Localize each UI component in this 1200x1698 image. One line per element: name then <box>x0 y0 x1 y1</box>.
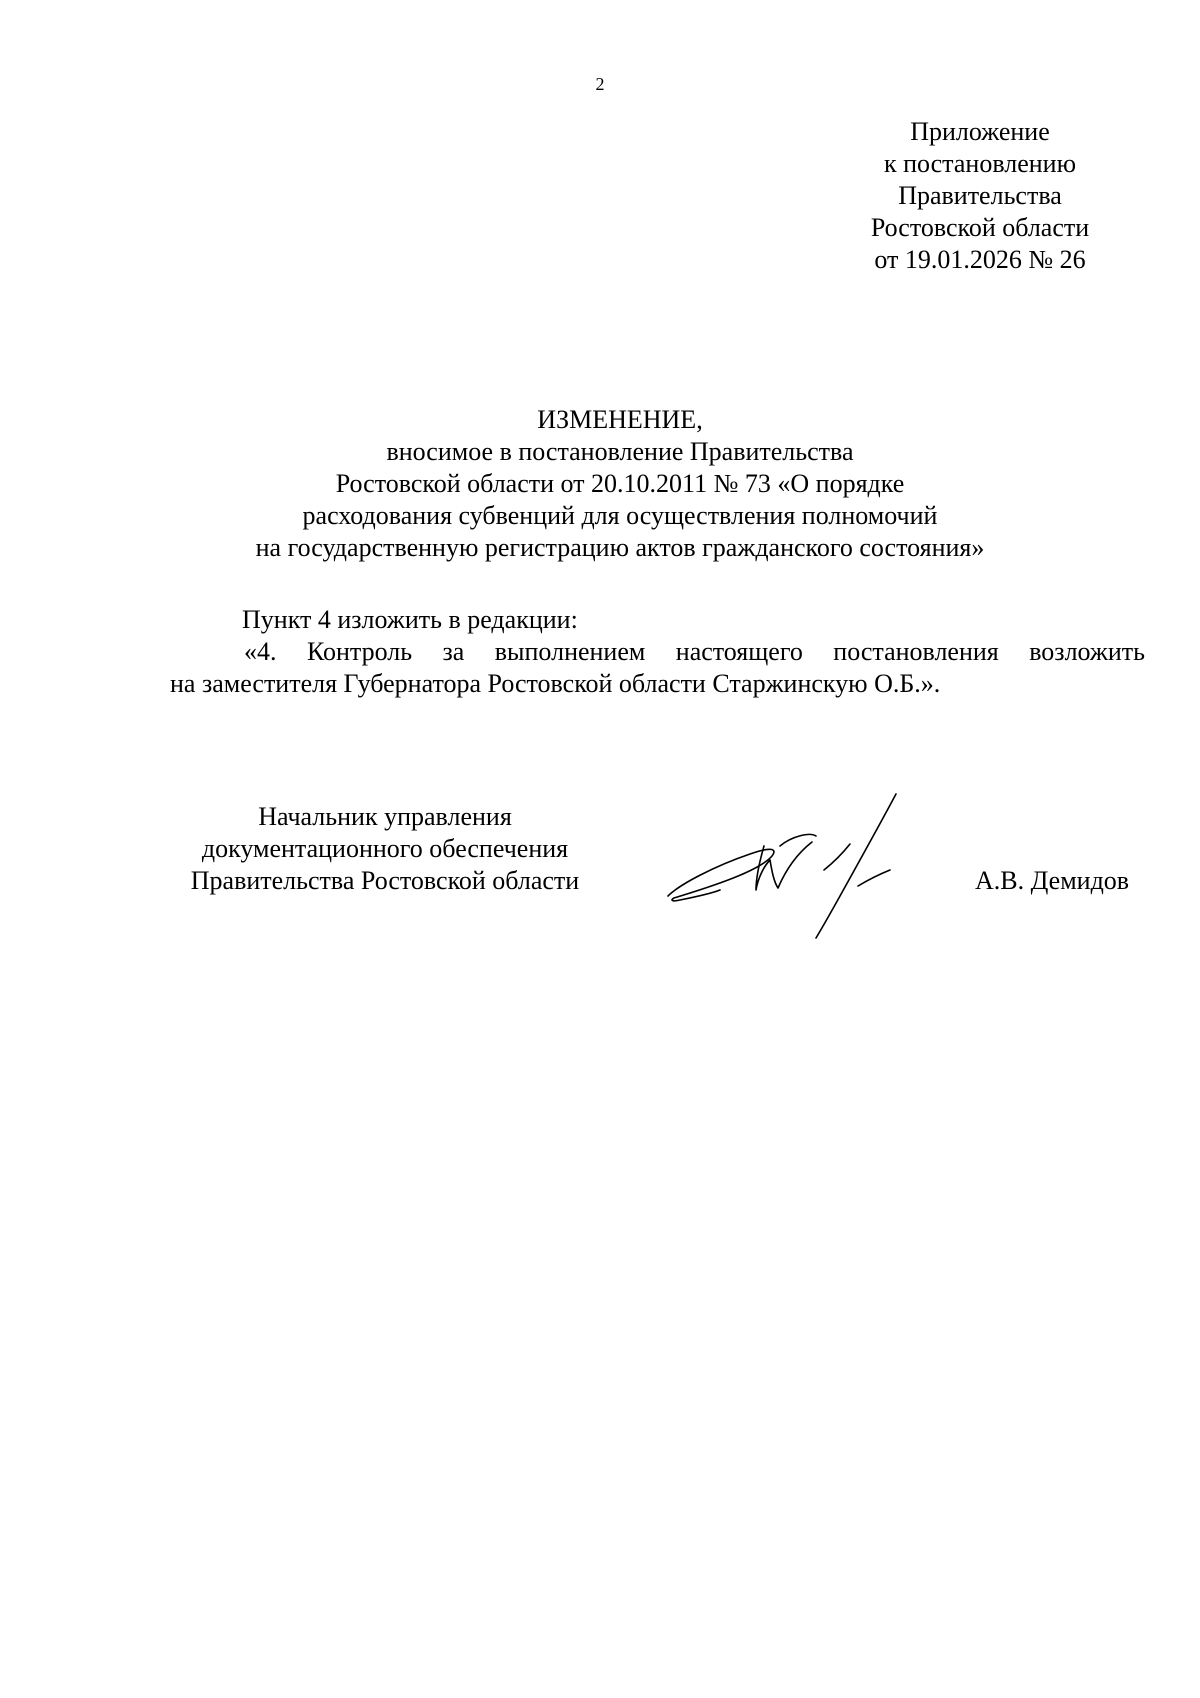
appendix-line: к постановлению <box>883 149 1077 178</box>
document-title <box>160 404 1080 564</box>
appendix-header <box>800 116 1160 276</box>
body-paragraph <box>170 636 1145 700</box>
paragraph-line: «4. Контроль за выполнением настоящего постановления возложить <box>244 637 1145 666</box>
body-intro: Пункт 4 изложить в редакции: <box>242 605 578 634</box>
appendix-line: от 19.01.2026 № 26 <box>874 245 1086 274</box>
title-line: Ростовской области от 20.10.2011 № 73 «О порядке <box>335 469 905 498</box>
position-line: Начальник управления <box>258 802 512 831</box>
appendix-line: Ростовской области <box>870 213 1090 242</box>
position-line: Правительства Ростовской области <box>190 866 580 895</box>
appendix-line: Правительства <box>898 181 1062 210</box>
paragraph-line: на заместителя Губернатора Ростовской области Старжинскую О.Б.». <box>170 669 941 698</box>
appendix-line: Приложение <box>910 117 1050 146</box>
signatory-position <box>170 801 600 897</box>
title-heading: ИЗМЕНЕНИЕ, <box>537 405 703 434</box>
title-line: на государственную регистрацию актов гражданского состояния» <box>255 533 985 562</box>
signer-name: А.В. Демидов <box>975 866 1130 895</box>
title-line: вносимое в постановление Правительства <box>386 437 854 466</box>
position-line: документационного обеспечения <box>201 834 569 863</box>
title-line: расходования субвенций для осуществления полномочий <box>302 501 938 530</box>
handwritten-signature-icon <box>660 786 950 946</box>
page-number: 2 <box>595 74 605 94</box>
